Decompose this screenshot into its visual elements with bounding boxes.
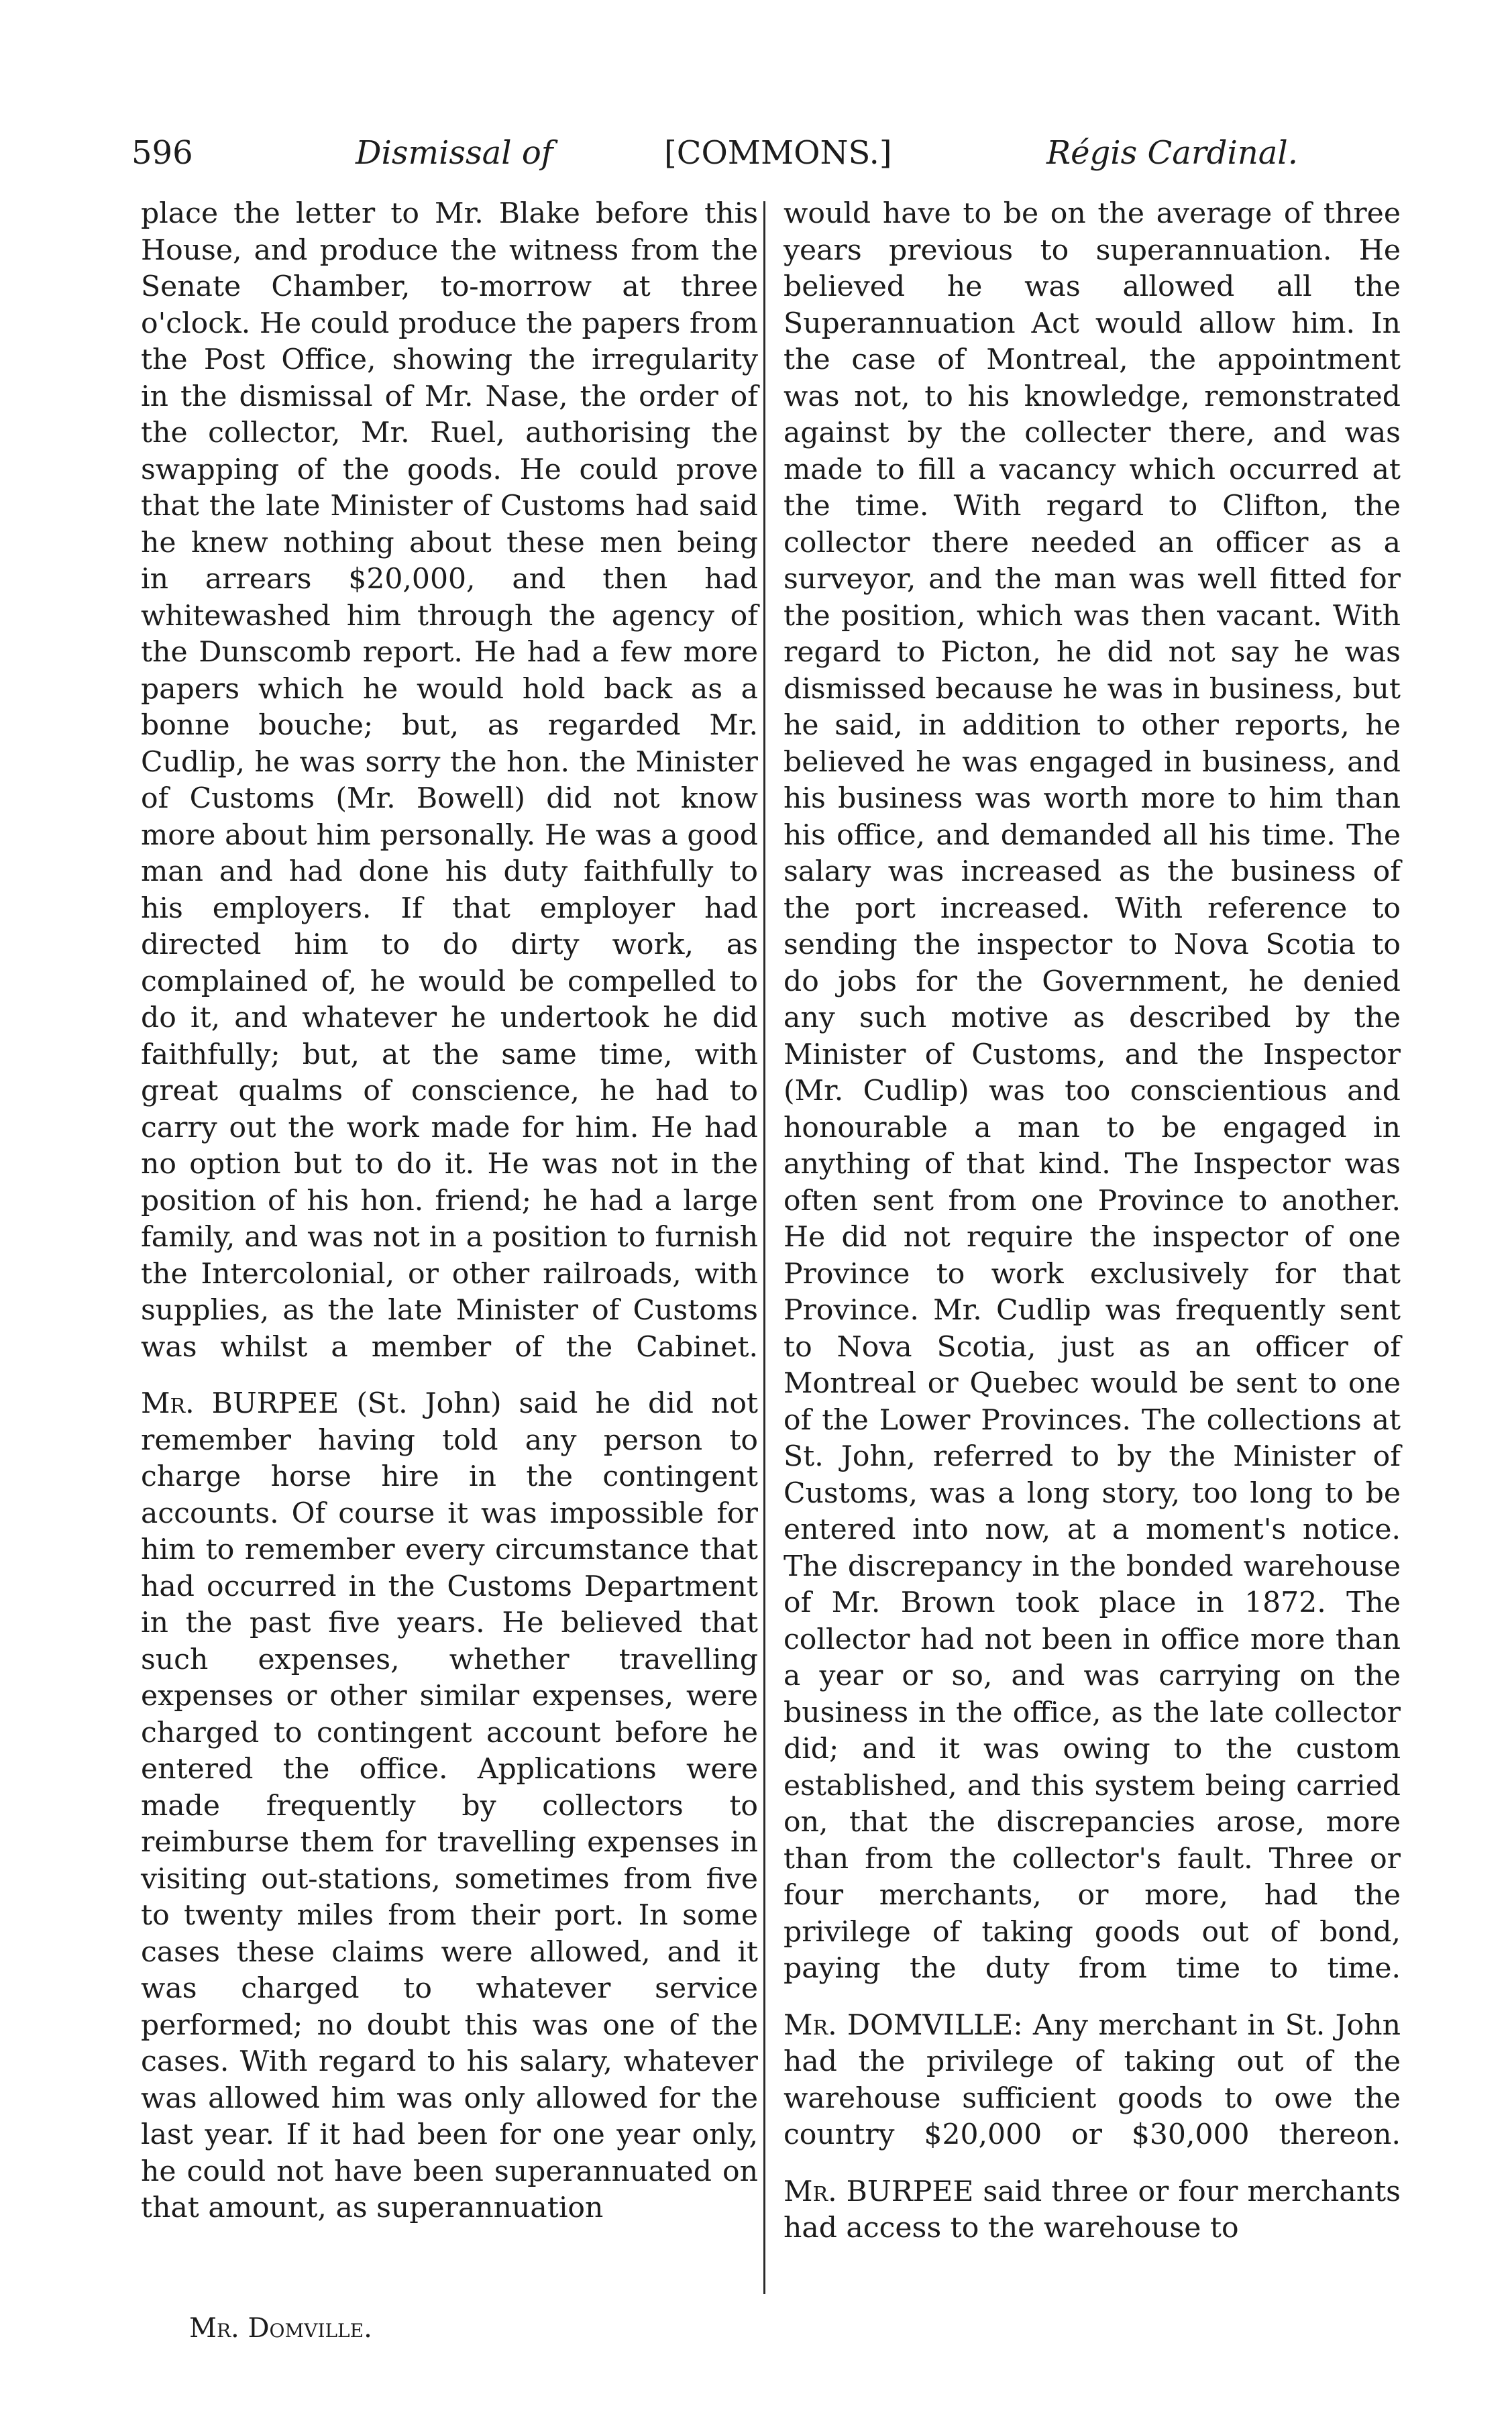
column-divider <box>763 201 765 2294</box>
right-column <box>784 196 1401 2247</box>
speaker-name: Mr. BURPEE <box>784 2175 974 2208</box>
speaker-name: Mr. DOMVILLE <box>784 2008 1014 2042</box>
right-paragraph-2 <box>784 2008 1401 2154</box>
running-title-left: Dismissal of <box>356 134 553 172</box>
speech-text: said three or four merchants had access to the warehouse to <box>784 2175 1401 2244</box>
speech-text: (St. John) said he did not remember having told any person to charge horse hire in the contingent accounts. Of course it was impossible for him to remember every circumstance that had occurred in the Customs Department in the past five years. He believed that such expenses, whether travelling expenses or other similar expenses, were charged to contingent account before he entered the office. Applications were made frequently by collectors to reimburse them for travelling expenses in visiting out-stations, sometimes from five to twenty miles from their port. In some cases these claims were allowed, and it was charged to whatever service performed; no doubt this was one of the cases. With regard to his salary, whatever was allowed him was only allowed for the last year. If it had been for one year only, he could not have been superannuated on that amount, as superannuation <box>141 1387 759 2224</box>
speaker-name: Mr. BURPEE <box>141 1387 339 1420</box>
right-paragraph-1: would have to be on the average of three years previous to superannuation. He believed he was allowed all the Superannuation Act would allow him. In the case of Montreal, the appointment was not, to his knowledge, remonstrated against by the collecter there, and was made to fill a vacancy which occurred at the time. With regard to Clifton, the collector there needed an officer as a surveyor, and the man was well fitted for the position, which was then vacant. With regard to Picton, he did not say he was dismissed because he was in business, but he said, in addition to other reports, he believed he was engaged in business, and his business was worth more to him than his office, and demanded all his time. The salary was increased as the business of the port increased. With reference to sending the inspector to Nova Scotia to do jobs for the Government, he denied any such motive as described by the Minister of Customs, and the Inspector (Mr. Cudlip) was too conscientious and honourable a man to be engaged in anything of that kind. The Inspector was often sent from one Province to another. He did not require the inspector of one Province to work exclusively for that Province. Mr. Cudlip was frequently sent to Nova Scotia, just as an officer of Montreal or Quebec would be sent to one of the Lower Provinces. The collections at St. John, referred to by the Minister of Customs, was a long story, too long to be entered into now, at a moment's notice. The discrepancy in the bonded warehouse of Mr. Brown took place in 1872. The collector had not been in office more than a year or so, and was carrying on the business in the office, as the late collector did; and it was owing to the custom established, and this system being carried on, that the discrepancies arose, more than from the collector's fault. Three or four merchants, or more, had the privilege of taking goods out of bond, paying the duty from time to time. <box>784 197 1401 1985</box>
running-title-center: [COMMONS.] <box>664 134 892 172</box>
page-number: 596 <box>131 134 193 172</box>
right-paragraph-3 <box>784 2174 1401 2247</box>
left-paragraph-2 <box>141 1386 758 2227</box>
catchword: Mr. Domville. <box>189 2313 372 2344</box>
running-title-right: Régis Cardinal. <box>1046 134 1299 172</box>
left-paragraph-1: place the letter to Mr. Blake before this House, and produce the witness from the Senate Chamber, to-morrow at three o'clock. He could produce the papers from the Post Office, showing the irregularity in the dismissal of Mr. Nase, the order of the collector, Mr. Ruel, authorising the swapping of the goods. He could prove that the late Minister of Customs had said he knew nothing about these men being in arrears $20,000, and then had whitewashed him through the agency of the Dunscomb report. He had a few more papers which he would hold back as a bonne bouche; but, as regarded Mr. Cudlip, he was sorry the hon. the Minister of Customs (Mr. Bowell) did not know more about him personally. He was a good man and had done his duty faithfully to his employers. If that employer had directed him to do dirty work, as complained of, he would be compelled to do it, and whatever he undertook he did faithfully; but, at the same time, with great qualms of conscience, he had to carry out the work made for him. He had no option but to do it. He was not in the position of his hon. friend; he had a large family, and was not in a position to furnish the Intercolonial, or other railroads, with supplies, as the late Minister of Customs was whilst a member of the Cabinet. <box>141 197 758 1364</box>
left-column <box>141 196 758 2227</box>
speech-text: : Any merchant in St. John had the privilege of taking out of the warehouse sufficient goods to owe the country $20,000 or $30,000 thereon. <box>784 2008 1401 2151</box>
